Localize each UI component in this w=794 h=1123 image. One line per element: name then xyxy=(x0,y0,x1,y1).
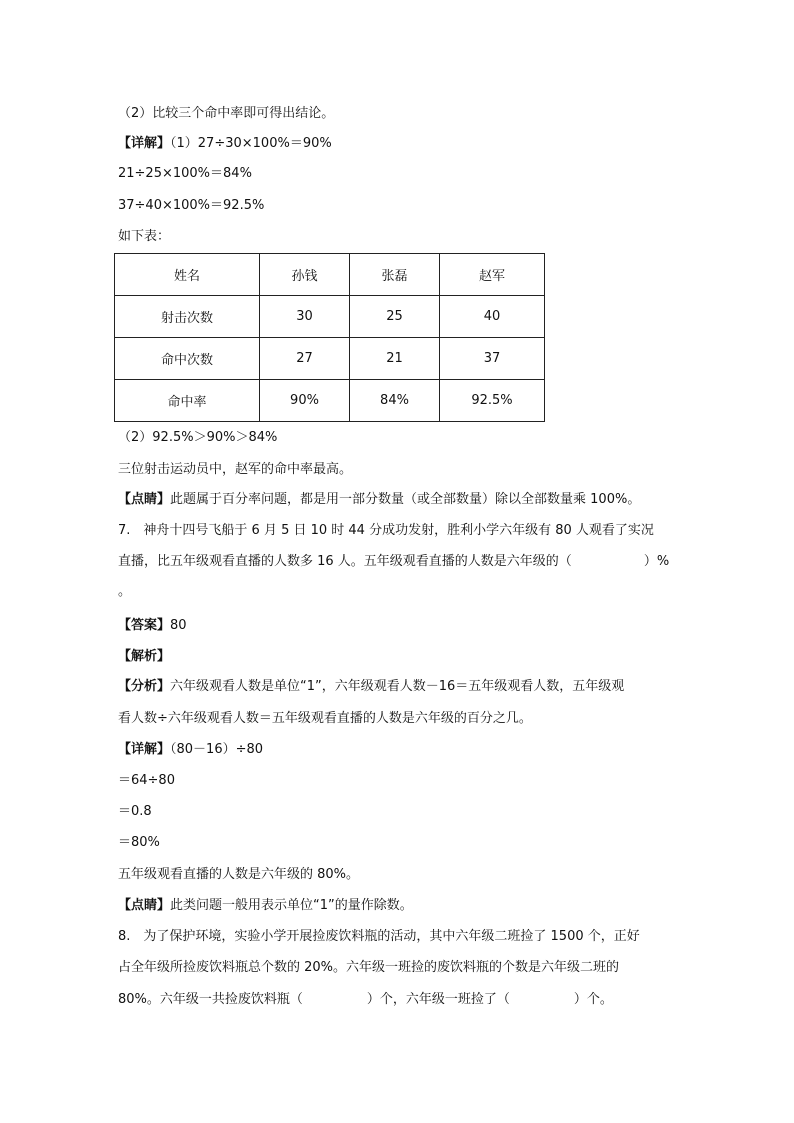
q8-text-c: ）个。 xyxy=(573,992,613,1007)
q8-line-1: 8. 为了保护环境，实验小学开展捡废饮料瓶的活动，其中六年级二班捡了 1500 个，正好 xyxy=(118,929,640,944)
table-cell: 37 xyxy=(440,338,545,380)
table-cell: 40 xyxy=(440,296,545,338)
table-header-row xyxy=(115,254,545,296)
table-header-cell: 赵军 xyxy=(440,254,545,296)
comment-label: 【点睛】 xyxy=(118,898,171,913)
q7-detail-line-1 xyxy=(118,740,263,760)
table-cell: 27 xyxy=(260,338,350,380)
analysis-text: 六年级观看人数是单位“1”，六年级观看人数－16＝五年级观看人数，五年级观 xyxy=(170,679,625,694)
comment-text: 此题属于百分率问题，都是用一部分数量（或全部数量）除以全部数量乘 100%。 xyxy=(170,492,641,507)
q7-comment xyxy=(118,896,413,916)
q8-line-2: 占全年级所捡废饮料瓶总个数的 20%。六年级一班捡的废饮料瓶的个数是六年级二班的 xyxy=(118,960,620,975)
hit-rate-table xyxy=(114,253,545,422)
q8-text-a: 80%。六年级一共捡废饮料瓶（ xyxy=(118,992,303,1007)
table-cell: 25 xyxy=(350,296,440,338)
answer-label: 【答案】 xyxy=(118,618,171,633)
conclusion-1: 三位射击运动员中，赵军的命中率最高。 xyxy=(118,462,353,477)
table-row xyxy=(115,296,545,338)
table-header-cell: 张磊 xyxy=(350,254,440,296)
analysis-sub-label: 【分析】 xyxy=(118,679,171,694)
q7-detail-line-3: ＝0.8 xyxy=(118,804,152,819)
table-header-cell: 孙钱 xyxy=(260,254,350,296)
equation-3: 37÷40×100%＝92.5% xyxy=(118,198,265,213)
detail-text: （80－16）÷80 xyxy=(170,742,264,757)
intro-text: （2）比较三个命中率即可得出结论。 xyxy=(118,106,335,121)
q7-conclusion: 五年级观看直播的人数是六年级的 80%。 xyxy=(118,867,360,882)
analysis-line-2: 看人数÷六年级观看人数＝五年级观看直播的人数是六年级的百分之几。 xyxy=(118,711,532,726)
table-cell: 命中次数 xyxy=(115,338,260,380)
analysis-label: 【解析】 xyxy=(118,649,171,664)
table-cell: 命中率 xyxy=(115,380,260,422)
equation-2: 21÷25×100%＝84% xyxy=(118,166,252,181)
q7-detail-line-2: ＝64÷80 xyxy=(118,773,175,788)
table-row xyxy=(115,338,545,380)
comment-label: 【点睛】 xyxy=(118,492,171,507)
q7-text: 直播，比五年级观看直播的人数多 16 人。五年级观看直播的人数是六年级的（ xyxy=(118,554,572,569)
q7-unit: ）% xyxy=(643,554,670,569)
q7-line-1: 7. 神舟十四号飞船于 6 月 5 日 10 时 44 分成功发射，胜利小学六年级有 80 人观看了实况 xyxy=(118,523,654,538)
detail-line-1 xyxy=(118,134,332,154)
q8-line-3 xyxy=(118,990,613,1010)
q7-detail-line-4: ＝80% xyxy=(118,835,160,850)
table-row xyxy=(115,380,545,422)
detail-label: 【详解】 xyxy=(118,136,171,151)
q7-line-2 xyxy=(118,552,669,572)
table-header-cell: 姓名 xyxy=(115,254,260,296)
comment-line-1 xyxy=(118,490,640,510)
q7-answer xyxy=(118,616,187,636)
table-cell: 90% xyxy=(260,380,350,422)
analysis-line-1 xyxy=(118,677,624,697)
table-cell: 92.5% xyxy=(440,380,545,422)
equation-1: （1）27÷30×100%＝90% xyxy=(170,136,332,151)
table-caption: 如下表： xyxy=(118,229,171,244)
table-cell: 30 xyxy=(260,296,350,338)
detail-label: 【详解】 xyxy=(118,742,171,757)
table-cell: 21 xyxy=(350,338,440,380)
q8-text-b: ）个，六年级一班捡了（ xyxy=(366,992,510,1007)
comparison: （2）92.5%＞90%＞84% xyxy=(118,430,278,445)
table-cell: 84% xyxy=(350,380,440,422)
answer-value: 80 xyxy=(170,618,187,633)
q7-line-3: 。 xyxy=(118,584,132,599)
table-cell: 射击次数 xyxy=(115,296,260,338)
comment-text: 此类问题一般用表示单位“1”的量作除数。 xyxy=(170,898,413,913)
